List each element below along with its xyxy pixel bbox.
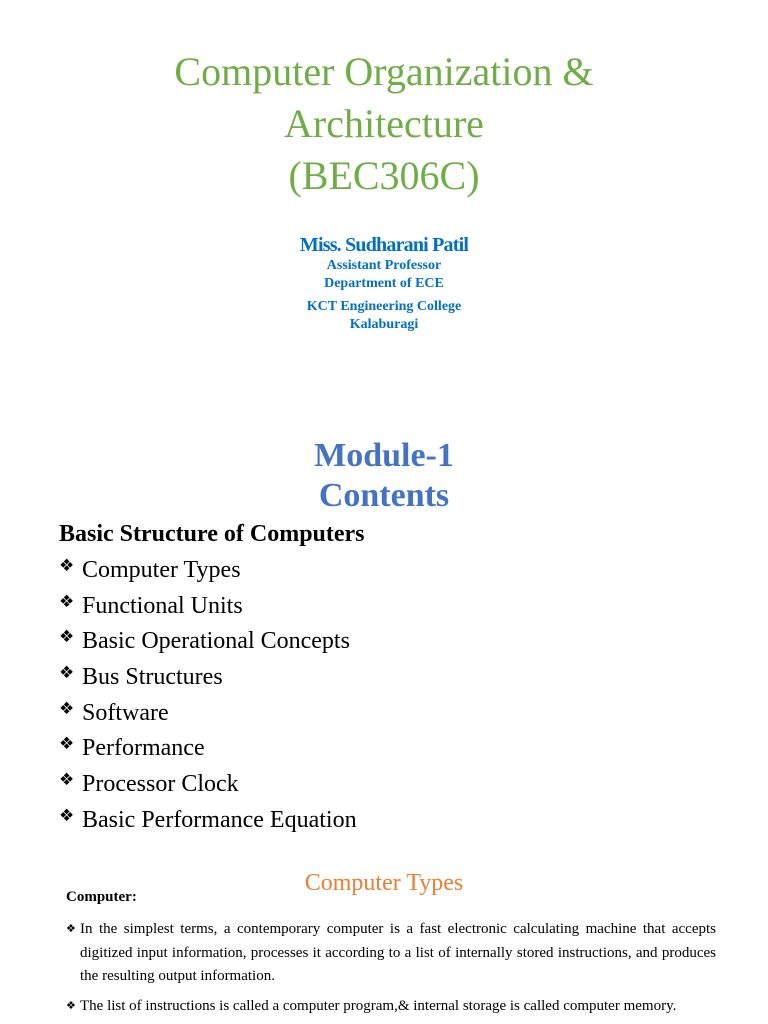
contents-item-label: Functional Units (82, 592, 243, 619)
computer-label: Computer: (66, 889, 137, 905)
contents-item (59, 589, 357, 625)
diamond-bullet-icon: ❖ (66, 999, 76, 1012)
contents-item (59, 660, 357, 696)
contents-item (59, 767, 357, 803)
contents-item-label: Basic Operational Concepts (82, 628, 350, 655)
contents-list (59, 553, 357, 839)
contents-item-label: Basic Performance Equation (82, 806, 357, 833)
document-title (0, 46, 768, 202)
contents-item (59, 731, 357, 767)
contents-item-label: Software (82, 699, 169, 726)
computer-types-heading: Computer Types (304, 870, 464, 896)
contents-item-label: Computer Types (82, 557, 241, 583)
diamond-bullet-icon: ❖ (59, 698, 75, 719)
title-line-2: Architecture (284, 101, 484, 146)
program-paragraph: The list of instructions is called a computer program,& internal storage is called computer memory. (80, 998, 677, 1014)
section-title: Basic Structure of Computers (59, 521, 365, 547)
diamond-bullet-icon: ❖ (59, 770, 75, 791)
module-heading: Module-1 (314, 437, 454, 474)
diamond-bullet-icon: ❖ (59, 627, 75, 648)
contents-item-label: Processor Clock (82, 771, 239, 798)
author-city: Kalaburagi (349, 317, 419, 332)
diamond-bullet-icon: ❖ (59, 805, 75, 826)
contents-item-label: Bus Structures (82, 664, 223, 691)
diamond-bullet-icon: ❖ (59, 556, 75, 576)
contents-item (59, 624, 357, 660)
diamond-bullet-icon: ❖ (59, 734, 75, 755)
contents-item (59, 553, 357, 589)
contents-item (59, 803, 357, 839)
definition-paragraph: In the simplest terms, a contemporary computer is a fast electronic calculating machine that accepts digitized input information, processes it according to a list of internally stored instructions, and produces the resulting output information. (80, 921, 716, 984)
title-line-1: Computer Organization & (174, 49, 594, 94)
author-designation: Assistant Professor (326, 258, 442, 273)
author-department: Department of ECE (324, 276, 444, 291)
diamond-bullet-icon: ❖ (59, 591, 75, 612)
contents-heading: Contents (318, 477, 450, 514)
author-name: Miss. Sudharani Patil (299, 234, 469, 256)
diamond-bullet-icon: ❖ (66, 922, 76, 935)
author-college: KCT Engineering College (306, 299, 462, 314)
title-line-3: (BEC306C) (288, 153, 480, 198)
contents-item (59, 696, 357, 732)
diamond-bullet-icon: ❖ (59, 663, 75, 684)
contents-item-label: Performance (82, 735, 205, 762)
